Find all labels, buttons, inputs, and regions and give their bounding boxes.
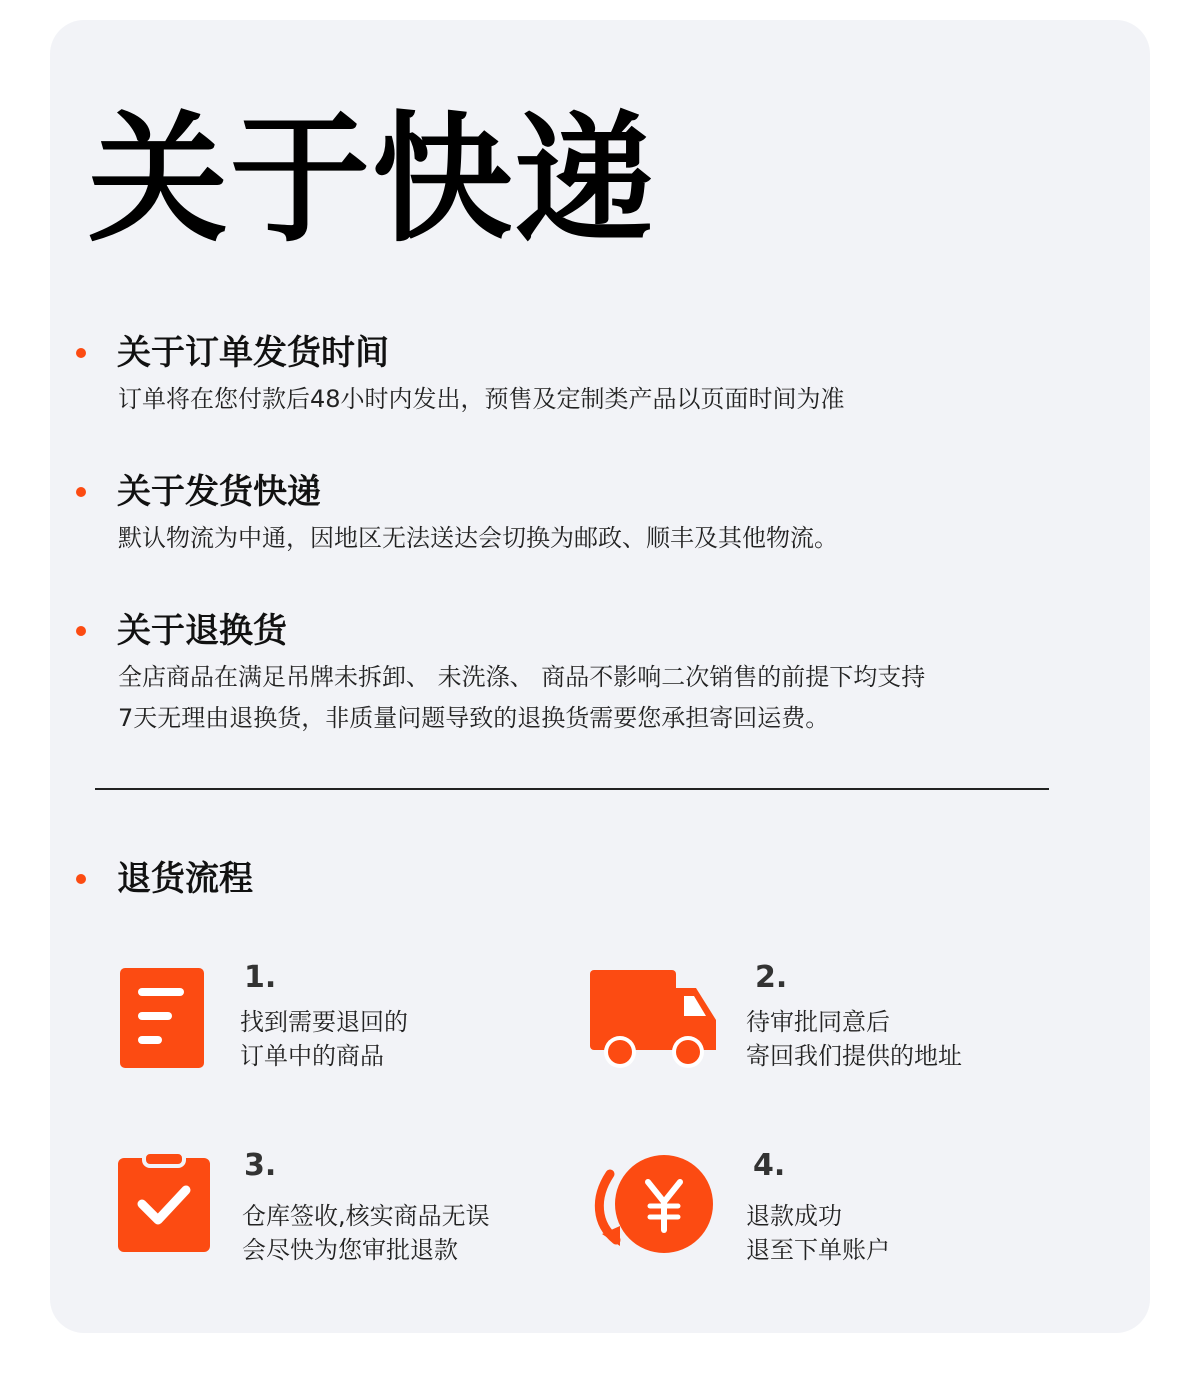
step-text-line: 找到需要退回的 bbox=[240, 1008, 408, 1036]
section-returns bbox=[76, 608, 925, 737]
section-heading: 退货流程 bbox=[117, 859, 253, 899]
document-list-icon bbox=[120, 968, 204, 1068]
section-return-process bbox=[76, 856, 253, 902]
section-body-line: 默认物流为中通，因地区无法送达会切换为邮政、顺丰及其他物流。 bbox=[118, 524, 838, 552]
bullet-dot bbox=[76, 874, 86, 884]
step-text-line: 寄回我们提供的地址 bbox=[746, 1042, 962, 1070]
step-number: 2. bbox=[755, 960, 788, 995]
section-heading: 关于发货快递 bbox=[117, 472, 321, 512]
step-text-line: 会尽快为您审批退款 bbox=[242, 1236, 458, 1264]
section-courier bbox=[76, 469, 838, 557]
section-body-line: 7天无理由退换货，非质量问题导致的退换货需要您承担寄回运费。 bbox=[118, 704, 830, 732]
divider bbox=[95, 788, 1049, 790]
clipboard-check-icon bbox=[118, 1152, 210, 1254]
section-shipping-time bbox=[76, 330, 845, 418]
section-heading: 关于退换货 bbox=[117, 611, 287, 651]
bullet-dot bbox=[76, 487, 86, 497]
step-text-line: 退至下单账户 bbox=[746, 1236, 890, 1264]
step-number: 3. bbox=[244, 1148, 277, 1183]
step-text-line: 退款成功 bbox=[746, 1202, 842, 1230]
step-number: 4. bbox=[753, 1148, 786, 1183]
bullet-dot bbox=[76, 626, 86, 636]
bullet-dot bbox=[76, 348, 86, 358]
delivery-truck-icon bbox=[588, 968, 718, 1070]
step-text-line: 待审批同意后 bbox=[746, 1008, 890, 1036]
step-text-line: 订单中的商品 bbox=[240, 1042, 384, 1070]
section-body-line: 全店商品在满足吊牌未拆卸、 未洗涤、 商品不影响二次销售的前提下均支持 bbox=[118, 663, 926, 691]
section-body-line: 订单将在您付款后48小时内发出，预售及定制类产品以页面时间为准 bbox=[118, 385, 845, 413]
page-title: 关于快递 bbox=[88, 99, 657, 262]
yuan-refund-icon bbox=[580, 1154, 716, 1254]
section-heading: 关于订单发货时间 bbox=[117, 333, 389, 373]
step-number: 1. bbox=[244, 960, 277, 995]
step-text-line: 仓库签收,核实商品无误 bbox=[242, 1202, 490, 1230]
